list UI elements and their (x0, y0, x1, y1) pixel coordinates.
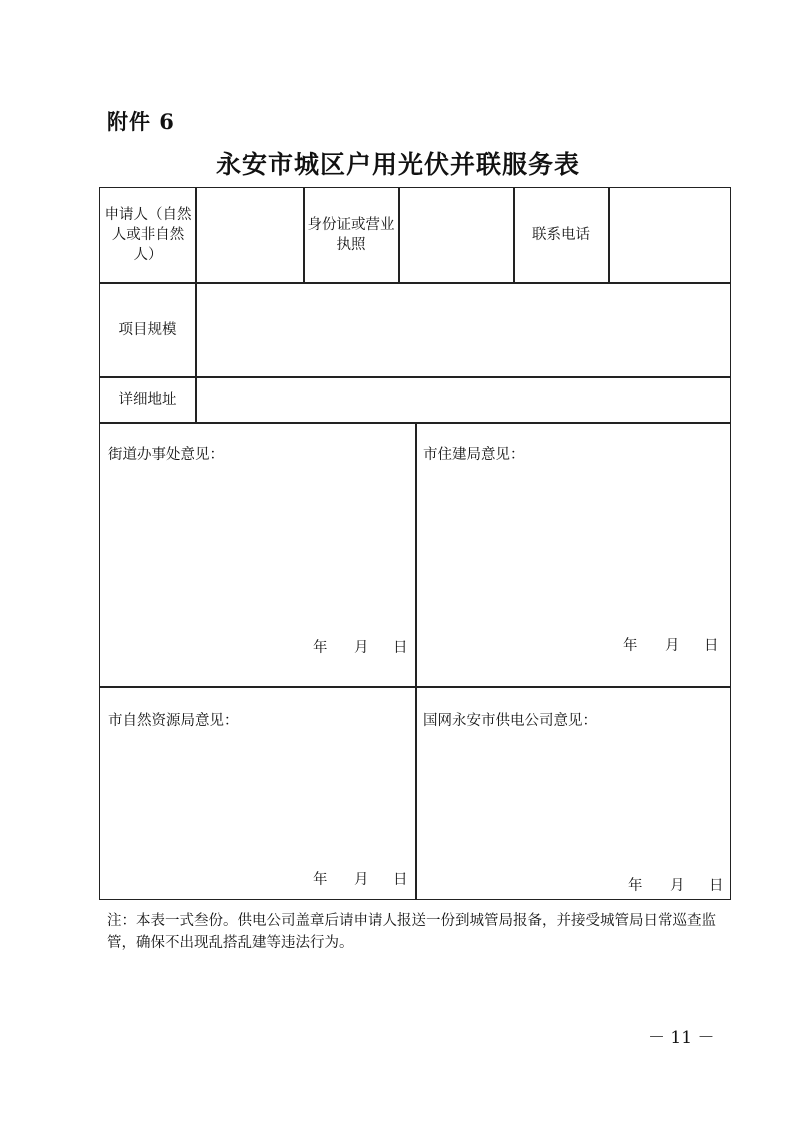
date-year: 年 (628, 878, 643, 894)
phone-label-text: 联系电话 (532, 227, 590, 243)
page-number: － 11 － (648, 1028, 715, 1048)
date-day: 日 (393, 640, 408, 656)
date-month: 月 (670, 878, 685, 894)
id-field[interactable] (400, 188, 512, 282)
housing-bureau-opinion[interactable] (423, 445, 723, 465)
id-label-text: 身份证或营业执照 (307, 217, 395, 253)
scale-label-text: 项目规模 (118, 322, 177, 338)
natural-resources-opinion-label: 市自然资源局意见： (108, 713, 239, 729)
phone-label (515, 188, 607, 282)
applicant-label-text: 申请人（自然人或非自然人） (104, 207, 192, 263)
scale-field[interactable] (197, 284, 730, 376)
street-office-opinion[interactable] (108, 445, 408, 465)
date-year: 年 (313, 640, 328, 656)
date-year: 年 (623, 638, 638, 654)
housing-bureau-date (100, 634, 730, 654)
date-day: 日 (709, 878, 724, 894)
applicant-label (104, 188, 192, 282)
address-label-text: 详细地址 (118, 392, 177, 408)
scale-label (100, 284, 195, 376)
date-day: 日 (704, 638, 719, 654)
date-year: 年 (313, 872, 328, 888)
attachment-label: 附件 6 (107, 109, 175, 134)
service-form-table (99, 187, 731, 900)
address-label (100, 378, 195, 422)
street-office-opinion-label: 街道办事处意见： (108, 447, 224, 463)
col-divider (415, 422, 417, 900)
power-company-date (100, 874, 730, 894)
natural-resources-opinion[interactable] (108, 711, 408, 731)
id-label (306, 188, 396, 282)
footnote: 注：本表一式叁份。供电公司盖章后请申请人报送一份到城管局报备，并接受城管局日常巡查监管，确保不出现乱搭乱建等违法行为。 (107, 913, 716, 951)
applicant-field[interactable] (197, 188, 302, 282)
address-field[interactable] (197, 378, 730, 422)
date-month: 月 (354, 640, 369, 656)
date-month: 月 (665, 638, 680, 654)
housing-bureau-opinion-label: 市住建局意见： (423, 447, 525, 463)
phone-field[interactable] (610, 188, 730, 282)
col-divider (303, 188, 305, 282)
power-company-opinion[interactable] (423, 711, 723, 731)
date-month: 月 (354, 872, 369, 888)
power-company-opinion-label: 国网永安市供电公司意见： (423, 713, 597, 729)
date-day: 日 (393, 872, 408, 888)
form-title: 永安市城区户用光伏并联服务表 (215, 150, 580, 179)
